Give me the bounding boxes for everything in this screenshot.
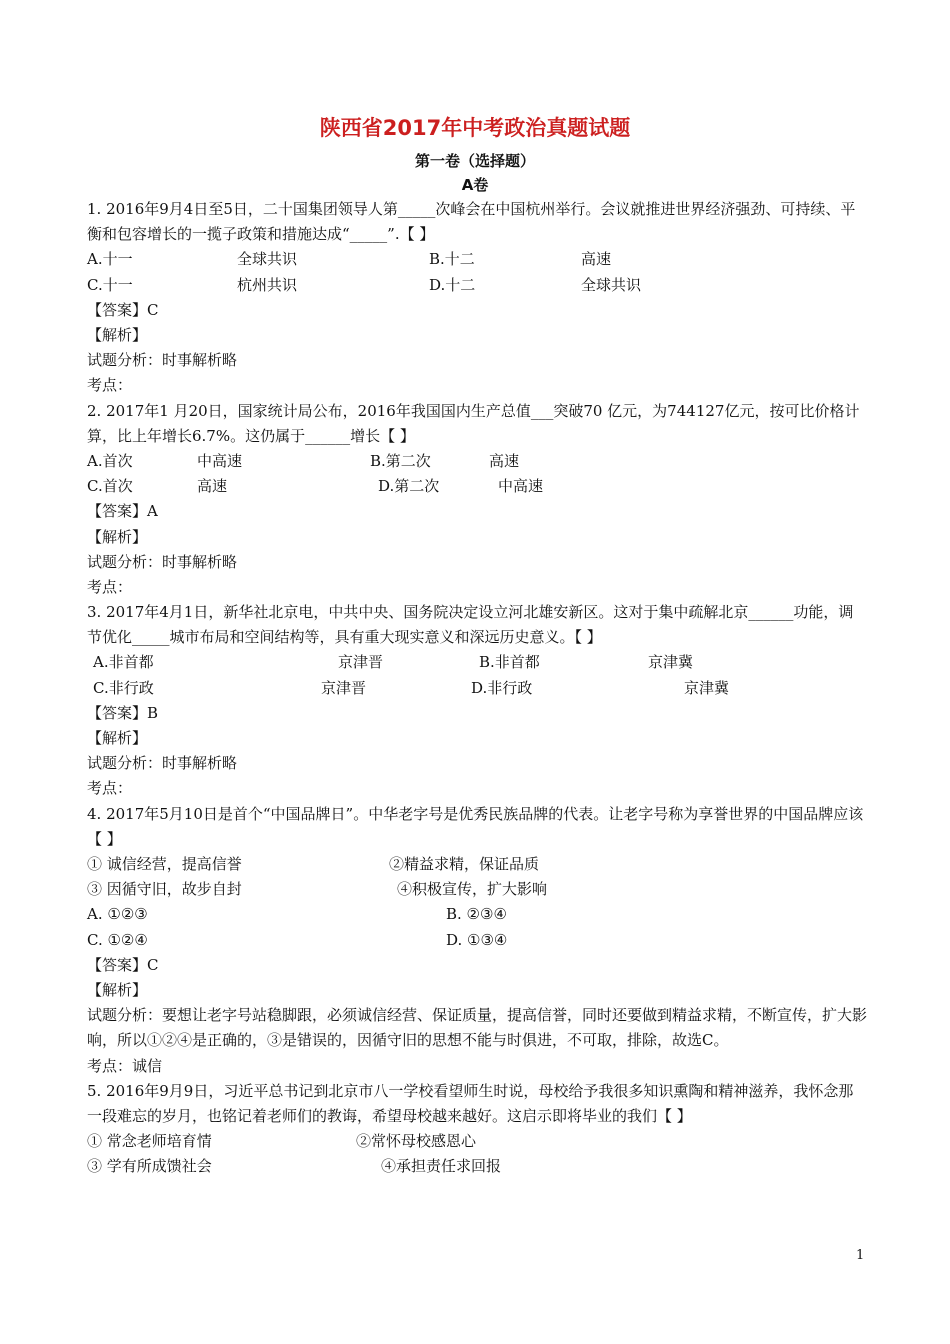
q2-analysis-label: 【解析】 bbox=[87, 527, 148, 546]
q3-options-row2 bbox=[87, 676, 867, 701]
q2-option-c-term: 高速 bbox=[197, 477, 228, 496]
paper-subtitle: 第一卷（选择题） bbox=[414, 152, 535, 170]
q1-stem: 1. 2016年9月4日至5日，二十国集团领导人第_____次峰会在中国杭州举行。会议就推进世界经济强劲、可持续、平衡和包容增长的一揽子政策和措施达成“_____”.【 】 bbox=[87, 200, 856, 244]
q2-answer: 【答案】A bbox=[87, 502, 158, 521]
q4-stem: 4. 2017年5月10日是首个“中国品牌日”。中华老字号是优秀民族品牌的代表。让老字号称为享誉世界的中国品牌应该 【 】 bbox=[87, 804, 864, 848]
q4-options-row2 bbox=[87, 928, 867, 953]
page-number: 1 bbox=[856, 1248, 865, 1263]
q2-analysis: 试题分析：时事解析略 bbox=[87, 552, 238, 571]
q3-option-b: B.非首都 bbox=[479, 653, 540, 672]
q1-option-c-term: 杭州共识 bbox=[237, 275, 298, 294]
q3-option-d: D.非行政 bbox=[471, 678, 533, 697]
q4-statements-row1 bbox=[87, 852, 867, 877]
q3-option-c: C.非行政 bbox=[93, 678, 154, 697]
q5-statement-3: ③ 学有所成馈社会 bbox=[87, 1157, 212, 1176]
q2-point: 考点： bbox=[87, 577, 133, 596]
q2-option-b-term: 高速 bbox=[489, 451, 520, 470]
q4-option-d: D. ①③④ bbox=[446, 930, 508, 949]
q4-option-c: C. ①②④ bbox=[87, 930, 148, 949]
q1-options-row2 bbox=[87, 273, 867, 298]
q2-option-d-term: 中高速 bbox=[498, 477, 544, 496]
q2-option-c: C.首次 bbox=[87, 477, 133, 496]
q5-statement-2: ②常怀母校感恩心 bbox=[356, 1132, 477, 1151]
q5-statements-row2 bbox=[87, 1154, 867, 1179]
q4-analysis-label: 【解析】 bbox=[87, 980, 148, 999]
q1-option-d: D.十二 bbox=[429, 275, 476, 294]
q4-options-row1 bbox=[87, 902, 867, 927]
q4-statements-row2 bbox=[87, 877, 867, 902]
q4-option-a: A. ①②③ bbox=[87, 905, 148, 924]
q5-statements-row1 bbox=[87, 1129, 867, 1154]
q4-statement-2: ②精益求精，保证品质 bbox=[389, 855, 540, 873]
q2-options-row1 bbox=[87, 449, 867, 474]
q5-stem: 5. 2016年9月9日，习近平总书记到北京市八一学校看望师生时说，母校给予我很多知识熏陶和精神滋养，我怀念那一段难忘的岁月，也铭记着老师们的教诲，希望母校越来越好。这启示即将毕业的我们【 】 bbox=[87, 1081, 854, 1125]
q1-options-row1 bbox=[87, 247, 867, 272]
q3-analysis-label: 【解析】 bbox=[87, 729, 148, 748]
q1-option-c: C.十一 bbox=[87, 275, 133, 294]
q3-option-c-term: 京津晋 bbox=[321, 678, 367, 697]
q3-answer: 【答案】B bbox=[87, 703, 159, 722]
q4-statement-4: ④积极宣传，扩大影响 bbox=[397, 880, 548, 899]
q3-option-a-term: 京津晋 bbox=[338, 653, 384, 672]
q3-analysis: 试题分析：时事解析略 bbox=[87, 754, 238, 773]
q1-answer: 【答案】C bbox=[87, 300, 159, 319]
q4-option-b: B. ②③④ bbox=[446, 905, 507, 924]
q2-option-b: B.第二次 bbox=[370, 451, 431, 470]
q3-options-row1 bbox=[87, 650, 867, 675]
q4-statement-3: ③ 因循守旧，故步自封 bbox=[87, 880, 242, 899]
page-title: 陕西省2017年中考政治真题试题 bbox=[319, 116, 631, 140]
q3-point: 考点： bbox=[87, 779, 133, 798]
q1-analysis-label: 【解析】 bbox=[87, 325, 148, 344]
q4-answer: 【答案】C bbox=[87, 955, 159, 974]
q1-option-a-term: 全球共识 bbox=[237, 250, 298, 269]
q1-option-d-term: 全球共识 bbox=[581, 275, 642, 294]
questions bbox=[87, 197, 867, 1180]
q3-option-d-term: 京津冀 bbox=[684, 678, 730, 697]
q1-analysis: 试题分析：时事解析略 bbox=[87, 351, 238, 370]
q1-option-b-term: 高速 bbox=[581, 250, 612, 269]
q3-stem: 3. 2017年4月1日，新华社北京电，中共中央、国务院决定设立河北雄安新区。这对于集中疏解北京______功能，调节优化_____城市布局和空间结构等，具有重大现实意义和深远历史意义。【 】 bbox=[87, 603, 854, 647]
q1-option-b: B.十二 bbox=[429, 250, 475, 269]
q2-option-a-term: 中高速 bbox=[197, 451, 243, 470]
q1-option-a: A.十一 bbox=[87, 250, 133, 269]
q3-option-a: A.非首都 bbox=[93, 653, 154, 672]
q2-stem: 2. 2017年1 月20日，国家统计局公布，2016年我国国内生产总值___突破70 亿元，为744127亿元，按可比价格计算，比上年增长6.7%。这仍属于______增长【 】 bbox=[87, 401, 860, 445]
q5-statement-4: ④承担责任求回报 bbox=[381, 1157, 502, 1176]
q4-statement-1: ① 诚信经营，提高信誉 bbox=[87, 855, 242, 873]
q5-statement-1: ① 常念老师培育情 bbox=[87, 1132, 212, 1151]
q2-option-d: D.第二次 bbox=[378, 477, 440, 496]
section-heading: A卷 bbox=[461, 176, 489, 194]
q3-option-b-term: 京津冀 bbox=[648, 653, 694, 672]
q4-point: 考点：诚信 bbox=[87, 1056, 163, 1075]
q4-analysis: 试题分析：要想让老字号站稳脚跟，必须诚信经营、保证质量，提高信誉，同时还要做到精益求精，不断宣传，扩大影响，所以①②④是正确的，③是错误的，因循守旧的思想不能与时俱进，不可取，排除，故选C。 bbox=[87, 1006, 868, 1050]
q2-options-row2 bbox=[87, 474, 867, 499]
q2-option-a: A.首次 bbox=[87, 451, 133, 470]
q1-point: 考点： bbox=[87, 376, 133, 395]
